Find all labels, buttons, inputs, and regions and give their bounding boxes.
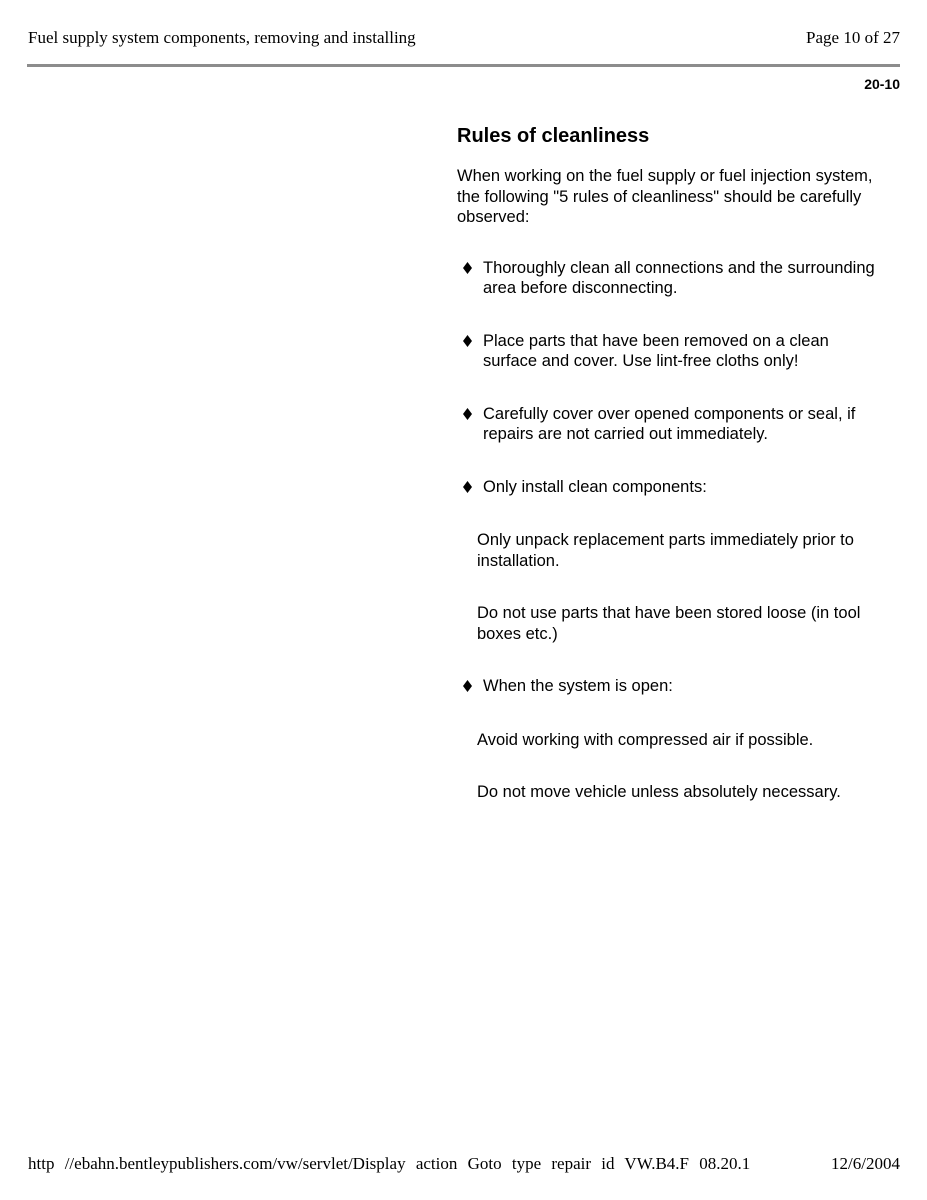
diamond-bullet-icon [463, 481, 472, 493]
sub-paragraph: Avoid working with compressed air if possible. [477, 730, 814, 749]
section-code: 20-10 [864, 76, 900, 92]
page-counter: Page 10 of 27 [806, 28, 900, 47]
document-title: Fuel supply system components, removing and installing [28, 28, 416, 47]
sub-paragraph: Do not use parts that have been stored loose (in tool boxes etc.) [477, 604, 861, 643]
diamond-bullet-icon [463, 408, 472, 420]
source-url: http //ebahn.bentleypublishers.com/vw/servlet/Display action Goto type repair id VW.B4.F 08.20.1 [28, 1154, 751, 1173]
intro-paragraph: When working on the fuel supply or fuel injection system, the following "5 rules of cleanliness" should be carefully observed: [457, 167, 873, 226]
sub-paragraph: Do not move vehicle unless absolutely necessary. [477, 783, 841, 801]
rule-sub-paragraphs [477, 730, 877, 803]
rule-sub-paragraphs [477, 530, 877, 644]
rule-text: Thoroughly clean all connections and the surrounding area before disconnecting. [483, 258, 875, 297]
sub-paragraph: Only unpack replacement parts immediately prior to installation. [477, 531, 854, 570]
document-content [457, 124, 877, 835]
rule-text: Only install clean components: [483, 477, 707, 496]
rule-text: When the system is open: [483, 677, 673, 695]
rule-item [457, 477, 877, 645]
diamond-bullet-icon [463, 680, 472, 692]
rule-text: Carefully cover over opened components or seal, if repairs are not carried out immediately. [483, 404, 856, 443]
section-heading: Rules of cleanliness [457, 125, 650, 147]
rule-item [457, 258, 877, 299]
print-date: 12/6/2004 [831, 1154, 900, 1173]
rule-item [457, 404, 877, 445]
print-header [28, 28, 900, 50]
rule-text: Place parts that have been removed on a clean surface and cover. Use lint-free cloths only! [483, 331, 829, 370]
cleanliness-rules-list [457, 258, 877, 803]
rule-item [457, 331, 877, 372]
diamond-bullet-icon [463, 262, 472, 274]
header-divider [27, 64, 900, 67]
rule-item [457, 676, 877, 803]
print-footer [28, 1154, 900, 1176]
diamond-bullet-icon [463, 335, 472, 347]
